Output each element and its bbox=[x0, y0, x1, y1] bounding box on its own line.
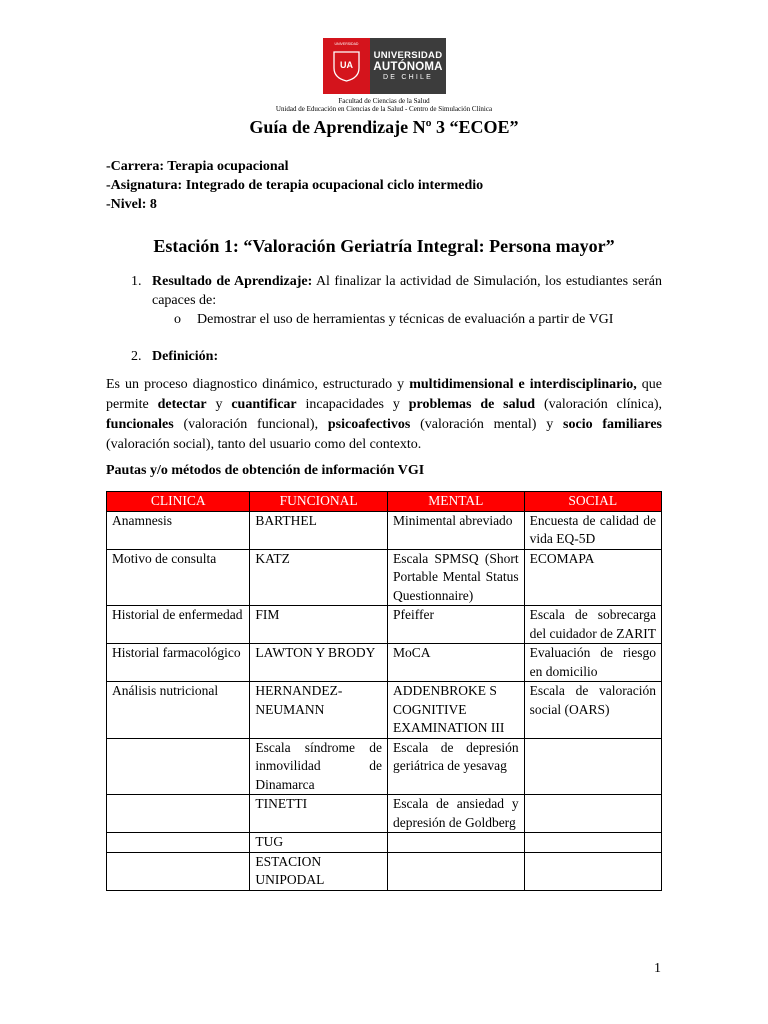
table-cell: Escala síndrome de inmovilidad de Dinamarca bbox=[250, 738, 388, 795]
logo-line-2: AUTÓNOMA bbox=[373, 60, 443, 73]
logo-line-3: DE CHILE bbox=[383, 73, 433, 81]
definition-bold: socio familiares bbox=[563, 417, 662, 432]
table-cell: MoCA bbox=[387, 644, 524, 682]
table-cell bbox=[524, 795, 661, 833]
header-mental: MENTAL bbox=[387, 492, 524, 512]
table-cell bbox=[524, 833, 661, 853]
section2-number: 2. bbox=[131, 349, 142, 364]
definition-bold: detectar bbox=[157, 397, 207, 412]
table-cell: Motivo de consulta bbox=[107, 549, 250, 606]
definition-text: y bbox=[206, 397, 232, 412]
table-cell: Minimental abreviado bbox=[387, 511, 524, 549]
header-clinica: CLINICA bbox=[107, 492, 250, 512]
table-cell: ESTACION UNIPODAL bbox=[250, 852, 388, 890]
table-cell bbox=[524, 738, 661, 795]
table-cell: Análisis nutricional bbox=[107, 682, 250, 739]
table-header-row bbox=[107, 492, 662, 512]
table-row bbox=[107, 795, 662, 833]
table-cell: Evaluación de riesgo en domicilio bbox=[524, 644, 661, 682]
definition-text: incapacidades y bbox=[296, 397, 409, 412]
table-cell: Escala de depresión geriátrica de yesavag bbox=[387, 738, 524, 795]
table-row bbox=[107, 682, 662, 739]
section1-bullet: Demostrar el uso de herramientas y técnicas de evaluación a partir de VGI bbox=[197, 312, 614, 327]
table-row bbox=[107, 644, 662, 682]
definition-bold: psicoafectivos bbox=[327, 417, 411, 432]
table-cell: Pfeiffer bbox=[387, 606, 524, 644]
table-cell: Historial de enfermedad bbox=[107, 606, 250, 644]
definition-text: (valoración social), tanto del usuario como del contexto. bbox=[106, 437, 422, 452]
meta-nivel: -Nivel: 8 bbox=[106, 197, 157, 212]
section1-text-continued: capaces de: bbox=[152, 293, 217, 308]
definition-text: (valoración clínica), bbox=[535, 397, 663, 412]
definition-paragraph bbox=[106, 375, 662, 455]
table-title: Pautas y/o métodos de obtención de información VGI bbox=[106, 463, 425, 478]
table-cell bbox=[387, 833, 524, 853]
table-cell bbox=[107, 833, 250, 853]
meta-carrera: -Carrera: Terapia ocupacional bbox=[106, 159, 289, 174]
header-social: SOCIAL bbox=[524, 492, 661, 512]
table-row bbox=[107, 833, 662, 853]
table-cell: ECOMAPA bbox=[524, 549, 661, 606]
table-cell bbox=[107, 852, 250, 890]
table-cell: KATZ bbox=[250, 549, 388, 606]
meta-asignatura: -Asignatura: Integrado de terapia ocupacional ciclo intermedio bbox=[106, 178, 484, 193]
table-cell: Historial farmacológico bbox=[107, 644, 250, 682]
faculty-name: Facultad de Ciencias de la Salud bbox=[338, 97, 430, 105]
table-cell: FIM bbox=[250, 606, 388, 644]
definition-text: (valoración funcional), bbox=[173, 417, 328, 432]
table-cell bbox=[524, 852, 661, 890]
table-row bbox=[107, 606, 662, 644]
vgi-table bbox=[106, 491, 662, 891]
section2-label: Definición: bbox=[152, 349, 219, 364]
logo-crest-block bbox=[323, 38, 370, 94]
unit-name: Unidad de Educación en Ciencias de la Salud - Centro de Simulación Clínica bbox=[275, 105, 493, 113]
section1-text: Al finalizar la actividad de Simulación, los estudiantes serán bbox=[312, 274, 662, 289]
table-cell: Escala de valoración social (OARS) bbox=[524, 682, 661, 739]
table-cell: Escala SPMSQ (Short Portable Mental Status Questionnaire) bbox=[387, 549, 524, 606]
definition-bold: problemas de salud bbox=[408, 397, 536, 412]
table-cell bbox=[387, 852, 524, 890]
definition-bold: cuantificar bbox=[231, 397, 297, 412]
definition-text: Es un proceso diagnostico dinámico, estructurado y bbox=[106, 377, 410, 392]
section1-number: 1. bbox=[131, 274, 142, 289]
table-row bbox=[107, 852, 662, 890]
bullet-marker: o bbox=[174, 312, 181, 327]
table-cell: Encuesta de calidad de vida EQ-5D bbox=[524, 511, 661, 549]
table-row bbox=[107, 511, 662, 549]
page-number: 1 bbox=[654, 961, 661, 976]
logo-motto: UNIVERSIDAD bbox=[334, 42, 359, 46]
logo-line-1: UNIVERSIDAD bbox=[373, 49, 443, 61]
table-cell: HERNANDEZ-NEUMANN bbox=[250, 682, 388, 739]
table-cell bbox=[107, 795, 250, 833]
definition-bold: funcionales bbox=[106, 417, 174, 432]
table-cell: Escala de sobrecarga del cuidador de ZARIT bbox=[524, 606, 661, 644]
table-cell bbox=[107, 738, 250, 795]
document-title: Guía de Aprendizaje Nº 3 “ECOE” bbox=[249, 117, 519, 137]
table-cell: TINETTI bbox=[250, 795, 388, 833]
station-title: Estación 1: “Valoración Geriatría Integral: Persona mayor” bbox=[153, 236, 615, 256]
table-cell: BARTHEL bbox=[250, 511, 388, 549]
table-row bbox=[107, 738, 662, 795]
table-cell: Escala de ansiedad y depresión de Goldberg bbox=[387, 795, 524, 833]
table-cell: Anamnesis bbox=[107, 511, 250, 549]
definition-text: (valoración mental) y bbox=[410, 417, 564, 432]
logo-initials: UA bbox=[340, 60, 353, 70]
section1-label: Resultado de Aprendizaje: bbox=[152, 274, 313, 289]
table-cell: ADDENBROKE S COGNITIVE EXAMINATION III bbox=[387, 682, 524, 739]
section1-line bbox=[152, 274, 662, 290]
definition-bold: multidimensional e interdisciplinario, bbox=[409, 377, 637, 392]
table-cell: LAWTON Y BRODY bbox=[250, 644, 388, 682]
header-funcional: FUNCIONAL bbox=[250, 492, 388, 512]
logo-wordmark bbox=[370, 38, 446, 94]
definition-text: que permite bbox=[106, 377, 663, 412]
university-logo bbox=[323, 38, 446, 94]
table-row bbox=[107, 549, 662, 606]
table-cell: TUG bbox=[250, 833, 388, 853]
